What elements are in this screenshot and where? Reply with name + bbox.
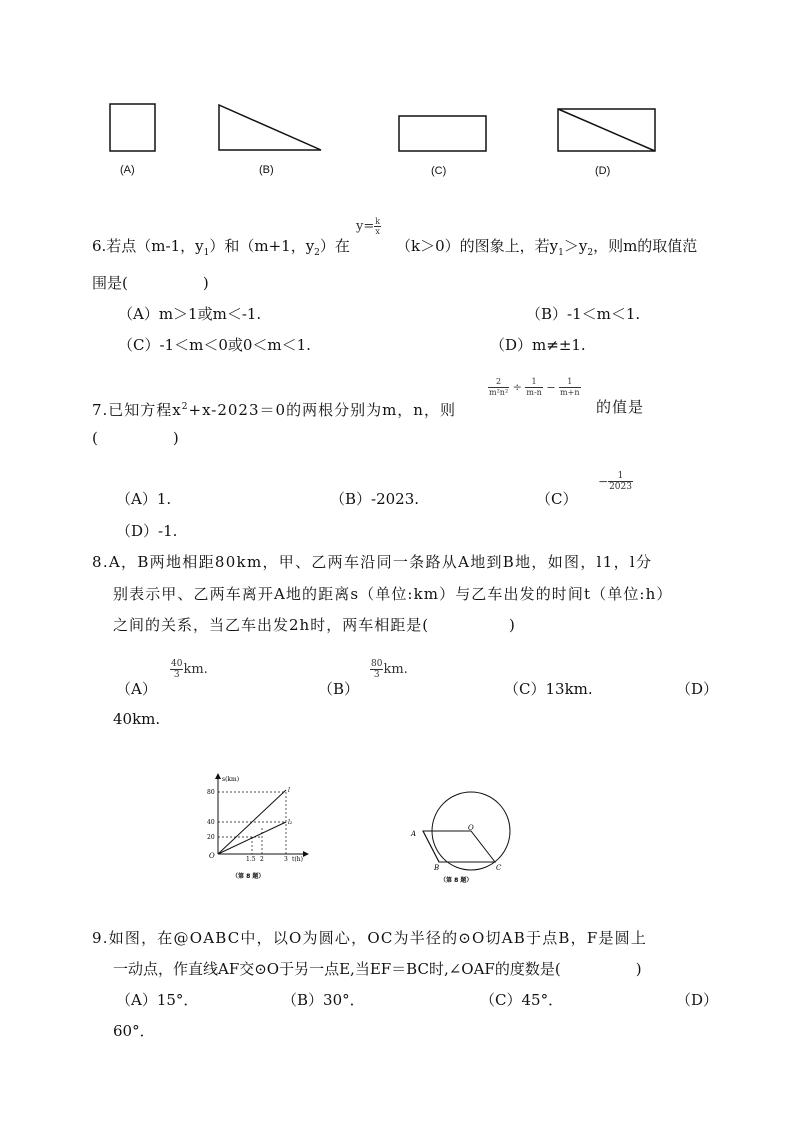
q9-option-d-continued: 60°．	[113, 1022, 155, 1040]
q6-option-a: （A）m＞1或m＜-1.	[118, 305, 262, 323]
graph-caption: （第 8 题）	[232, 873, 265, 880]
shape-d-rectangle-diagonal	[556, 107, 658, 155]
x-tick-2: 2	[260, 856, 264, 863]
q9-option-c: （C）45°．	[480, 991, 564, 1009]
q8-option-d: （D）	[676, 680, 719, 698]
q9-stem-line1: 9.如图，在@OABC中，以O为圆心，OC为半径的⊙O切AB于点B，F是圆上	[92, 929, 648, 947]
y-tick-40: 40	[207, 819, 215, 826]
q7-stem-line1: 7.已知方程$x^2+x-2023=0$的两根分别为m，n，则	[92, 401, 456, 419]
point-a: A	[411, 830, 417, 838]
point-o: O	[468, 824, 474, 832]
q9-option-d: （D）	[676, 991, 719, 1009]
shape-b-triangle	[216, 102, 326, 154]
q8-stem-line1: 8.A，B两地相距80km，甲、乙两车沿同一条路从A地到B地，如图，l1，l分	[92, 553, 653, 571]
q6-stem-line1-rest: （k＞0）的图象上，若$y_1>y_2$，则m的取值范	[396, 237, 698, 258]
shape-c-label: (C)	[431, 165, 447, 177]
y-tick-20: 20	[207, 834, 215, 841]
q6-function-formula: y= $\frac{k}{x}$	[356, 217, 381, 236]
circle-caption: （第 8 题）	[440, 877, 473, 884]
q8-option-a-value: $\frac{40}{3}$ km.	[171, 659, 208, 680]
shape-c-rectangle	[397, 114, 489, 154]
q7-option-b: （B）-2023.	[330, 490, 420, 508]
x-tick-1-5: 1.5	[246, 856, 256, 863]
shape-b-label: (B)	[259, 164, 274, 176]
q8-option-c: （C）13km.	[504, 680, 593, 698]
distance-time-graph	[196, 772, 312, 884]
circle-parallelogram-figure	[408, 790, 532, 886]
q6-stem-line2: 围是( )	[92, 274, 209, 292]
q7-expression: $\frac{2}{\text{m²n²}}$ ÷ $\frac{1}{m-n}$ − $\frac{1}{m+n}$	[489, 377, 580, 397]
y-axis-label: s(km)	[222, 776, 240, 783]
x-axis-label: t(h)	[292, 856, 303, 863]
shape-d-label: (D)	[595, 165, 611, 177]
shape-a-label: (A)	[120, 164, 135, 176]
q7-option-c-value: − $\frac{1}{2023}$	[598, 471, 632, 492]
q9-option-b: （B）30°．	[282, 991, 365, 1009]
parallelogram-oabc	[423, 831, 495, 862]
q7-stem-line2: ( )	[92, 429, 179, 447]
line-l1-label: l	[288, 787, 290, 794]
q6-option-d: （D）m≠±1.	[490, 336, 586, 354]
x-tick-3: 3	[284, 856, 288, 863]
y-tick-80: 80	[207, 789, 215, 796]
q9-stem-line2: 一动点，作直线AF交⊙O于另一点E,当EF＝BC时,∠OAF的度数是( )	[113, 960, 642, 978]
q7-option-d: （D）-1.	[116, 522, 178, 540]
q9-option-a: （A）15°．	[116, 991, 199, 1009]
q8-stem-line3: 之间的关系，当乙车出发2h时，两车相距是( )	[113, 616, 516, 634]
q7-option-c: （C）	[536, 490, 578, 508]
q8-option-a: （A）	[116, 680, 157, 698]
origin-label: O	[209, 852, 215, 860]
q8-option-b: （B）	[318, 680, 360, 698]
q8-option-d-continued: 40km.	[113, 710, 161, 728]
q7-option-a: （A）1.	[116, 490, 172, 508]
q6-stem-line1: 6.若点（m-1，$y_1$）和（m+1，$y_2$）在	[92, 237, 350, 258]
point-b: B	[434, 864, 440, 872]
q6-option-b: （B）-1＜m＜1.	[526, 305, 641, 323]
point-c: C	[496, 864, 502, 872]
q8-stem-line2: 别表示甲、乙两车离开A地的距离s（单位:km）与乙车出发的时间t（单位:h）	[113, 585, 673, 603]
q8-option-b-value: $\frac{80}{3}$ km.	[371, 659, 408, 680]
q7-stem-line1-end: 的值是	[596, 398, 645, 416]
line-l2-label: l₂	[288, 819, 293, 826]
shape-a-square	[108, 102, 158, 154]
q6-option-c: （C）-1＜m＜0或0＜m＜1.	[118, 336, 311, 354]
